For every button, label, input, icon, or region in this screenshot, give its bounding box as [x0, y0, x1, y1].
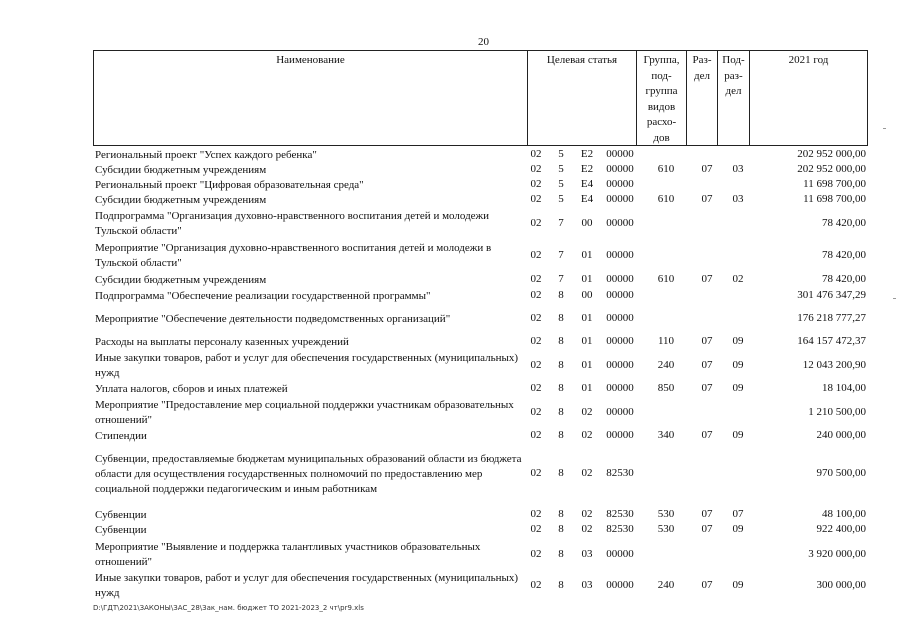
row-cell-p4: 00000	[606, 289, 634, 301]
row-cell-p3: 00	[581, 289, 593, 301]
row-cell-amt: 12 043 200,90	[802, 359, 866, 371]
row-cell-p2: 8	[558, 335, 564, 347]
row-name: Региональный проект "Успех каждого ребенка"	[95, 149, 317, 161]
row-cell-p1: 02	[530, 335, 542, 347]
row-cell-p4: 00000	[606, 335, 634, 347]
row-cell-p4: 00000	[606, 382, 634, 394]
row-cell-gr: 240	[657, 579, 675, 591]
row-cell-p4: 00000	[606, 579, 634, 591]
row-cell-p3: E2	[580, 148, 594, 160]
row-cell-p2: 8	[558, 289, 564, 301]
header-name: Наименование	[94, 51, 528, 145]
row-cell-p3: 02	[581, 406, 593, 418]
header-section-line: Раз-	[692, 54, 712, 66]
row-cell-gr: 610	[657, 193, 675, 205]
header-group-line: под-	[651, 69, 672, 82]
row-cell-p2: 8	[558, 579, 564, 591]
row-cell-p1: 02	[530, 359, 542, 371]
row-cell-pr: 07	[732, 508, 744, 520]
header-year: 2021 год	[788, 54, 829, 66]
row-cell-p1: 02	[530, 579, 542, 591]
row-cell-gr: 530	[657, 523, 675, 535]
row-cell-p3: 02	[581, 508, 593, 520]
row-cell-p4: 82530	[606, 467, 634, 479]
row-cell-p1: 02	[530, 429, 542, 441]
row-cell-p2: 8	[558, 467, 564, 479]
row-cell-gr: 610	[657, 273, 675, 285]
row-cell-amt: 970 500,00	[816, 467, 866, 479]
row-cell-p2: 7	[558, 249, 564, 261]
row-cell-p4: 00000	[606, 163, 634, 175]
file-path-footer: D:\ГДТ\2021\ЗАКОНЫ\ЗАС_28\Зак_нам. бюджет ТО 2021-2023_2 чт\pr9.xls	[93, 604, 364, 612]
row-cell-amt: 78 420,00	[822, 217, 866, 229]
row-cell-p2: 8	[558, 382, 564, 394]
row-cell-amt: 11 698 700,00	[803, 193, 866, 205]
row-cell-p2: 8	[558, 429, 564, 441]
row-cell-p2: 8	[558, 548, 564, 560]
row-cell-gr: 340	[657, 429, 675, 441]
row-cell-amt: 301 476 347,29	[797, 289, 866, 301]
row-cell-p4: 00000	[606, 406, 634, 418]
row-cell-p1: 02	[530, 217, 542, 229]
header-group-line: группа	[645, 85, 678, 97]
row-cell-p4: 00000	[606, 312, 634, 324]
row-cell-rz: 07	[701, 273, 713, 285]
row-cell-amt: 48 100,00	[822, 508, 866, 520]
row-cell-amt: 1 210 500,00	[808, 406, 866, 418]
row-cell-p1: 02	[530, 382, 542, 394]
row-cell-amt: 18 104,00	[822, 382, 866, 394]
row-cell-p3: 03	[581, 579, 593, 591]
row-cell-p1: 02	[530, 273, 542, 285]
header-group-line: видов	[647, 100, 676, 113]
row-cell-p4: 00000	[606, 273, 634, 285]
row-cell-pr: 09	[732, 579, 744, 591]
row-name: Региональный проект "Цифровая образовательная среда"	[95, 179, 364, 191]
page-number: 20	[478, 36, 489, 48]
row-cell-p1: 02	[530, 406, 542, 418]
scan-mark	[893, 298, 896, 299]
row-cell-rz: 07	[701, 508, 713, 520]
row-cell-p2: 8	[558, 359, 564, 371]
row-name: Иные закупки товаров, работ и услуг для обеспечения государственных (муниципальных) нужд	[95, 352, 519, 379]
row-cell-amt: 3 920 000,00	[808, 548, 866, 560]
row-cell-pr: 09	[732, 382, 744, 394]
row-cell-amt: 164 157 472,37	[797, 335, 866, 347]
row-cell-gr: 850	[657, 382, 675, 394]
row-cell-rz: 07	[701, 163, 713, 175]
row-cell-rz: 07	[701, 359, 713, 371]
row-cell-rz: 07	[701, 523, 713, 535]
row-name: Мероприятие "Предоставление мер социальной поддержки участникам образовательных отношений"	[95, 399, 514, 426]
row-cell-p2: 5	[558, 163, 564, 175]
header-group-line: Группа,	[643, 54, 680, 66]
row-cell-p4: 00000	[606, 429, 634, 441]
row-name: Субсидии бюджетным учреждениям	[95, 194, 267, 206]
row-cell-p1: 02	[530, 193, 542, 205]
row-cell-p3: E4	[580, 178, 594, 190]
row-cell-rz: 07	[701, 382, 713, 394]
row-cell-amt: 78 420,00	[822, 273, 866, 285]
row-cell-p3: 01	[581, 249, 593, 261]
row-name: Расходы на выплаты персоналу казенных учреждений	[95, 336, 349, 348]
table-header	[93, 50, 868, 146]
row-cell-p2: 5	[558, 193, 564, 205]
row-name: Мероприятие "Организация духовно-нравственного воспитания детей и молодежи в Тульской области"	[95, 242, 492, 269]
row-name: Подпрограмма "Обеспечение реализации государственной программы"	[95, 290, 431, 302]
row-cell-p1: 02	[530, 548, 542, 560]
row-cell-amt: 202 952 000,00	[797, 148, 866, 160]
row-name: Уплата налогов, сборов и иных платежей	[95, 383, 288, 395]
row-cell-pr: 09	[732, 429, 744, 441]
header-target-article: Целевая статья	[528, 51, 637, 145]
header-group-line: расхо-	[646, 116, 677, 128]
header-group-line: дов	[653, 131, 670, 144]
row-cell-p2: 8	[558, 508, 564, 520]
row-cell-rz: 07	[701, 335, 713, 347]
row-cell-amt: 202 952 000,00	[797, 163, 866, 175]
row-cell-p4: 00000	[606, 548, 634, 560]
row-cell-gr: 610	[657, 163, 675, 175]
row-cell-p2: 5	[558, 148, 564, 160]
row-cell-p1: 02	[530, 163, 542, 175]
row-cell-p3: 03	[581, 548, 593, 560]
row-cell-p3: E2	[580, 163, 594, 175]
row-name: Иные закупки товаров, работ и услуг для обеспечения государственных (муниципальных) нужд	[95, 572, 519, 599]
row-cell-p2: 8	[558, 312, 564, 324]
row-name: Стипендии	[95, 430, 147, 442]
row-name: Мероприятие "Обеспечение деятельности подведомственных организаций"	[95, 313, 451, 325]
header-subsection-line: Под-	[722, 54, 745, 66]
row-cell-pr: 09	[732, 359, 744, 371]
row-cell-amt: 300 000,00	[816, 579, 866, 591]
row-cell-amt: 922 400,00	[816, 523, 866, 535]
row-cell-p3: 01	[581, 335, 593, 347]
row-cell-rz: 07	[701, 429, 713, 441]
row-cell-p4: 00000	[606, 148, 634, 160]
row-name: Субсидии бюджетным учреждениям	[95, 274, 267, 286]
row-cell-p4: 00000	[606, 249, 634, 261]
header-section	[687, 51, 718, 145]
row-cell-p2: 7	[558, 273, 564, 285]
row-cell-p4: 00000	[606, 193, 634, 205]
row-cell-p2: 8	[558, 406, 564, 418]
row-cell-gr: 530	[657, 508, 675, 520]
header-subsection-line: дел	[725, 85, 742, 97]
row-name: Мероприятие "Выявление и поддержка талантливых участников образовательных отношений"	[95, 541, 481, 568]
header-expense-group	[637, 51, 687, 145]
row-cell-p4: 00000	[606, 217, 634, 229]
row-cell-p1: 02	[530, 249, 542, 261]
scan-mark	[883, 128, 886, 129]
row-cell-p3: 01	[581, 312, 593, 324]
header-subsection-line: раз-	[724, 69, 743, 82]
row-cell-p4: 82530	[606, 508, 634, 520]
row-cell-amt: 11 698 700,00	[803, 178, 866, 190]
row-cell-amt: 176 218 777,27	[797, 312, 866, 324]
row-cell-p2: 8	[558, 523, 564, 535]
row-name: Субвенции	[95, 509, 147, 521]
row-cell-amt: 240 000,00	[816, 429, 866, 441]
row-cell-pr: 02	[732, 273, 744, 285]
row-cell-p2: 7	[558, 217, 564, 229]
row-cell-p3: 02	[581, 429, 593, 441]
row-cell-p4: 82530	[606, 523, 634, 535]
row-cell-rz: 07	[701, 193, 713, 205]
row-cell-p1: 02	[530, 467, 542, 479]
row-cell-p1: 02	[530, 178, 542, 190]
row-cell-p4: 00000	[606, 359, 634, 371]
row-cell-p1: 02	[530, 289, 542, 301]
row-cell-p3: 01	[581, 359, 593, 371]
row-cell-rz: 07	[701, 579, 713, 591]
row-cell-p1: 02	[530, 148, 542, 160]
row-name: Субсидии бюджетным учреждениям	[95, 164, 267, 176]
row-cell-gr: 110	[657, 335, 675, 347]
row-name: Субвенции, предоставляемые бюджетам муниципальных образований области из бюджета области для осуществления государственных полномочий по предоставлению мер социальной поддержки педагогическим и иным работникам	[95, 453, 522, 495]
header-section-line: дел	[694, 69, 710, 82]
row-cell-p2: 5	[558, 178, 564, 190]
row-cell-p3: 01	[581, 382, 593, 394]
row-cell-amt: 78 420,00	[822, 249, 866, 261]
row-cell-p3: E4	[580, 193, 594, 205]
row-cell-pr: 03	[732, 193, 744, 205]
row-cell-p3: 02	[581, 523, 593, 535]
row-cell-gr: 240	[657, 359, 675, 371]
row-cell-p1: 02	[530, 523, 542, 535]
row-cell-p4: 00000	[606, 178, 634, 190]
row-cell-p3: 01	[581, 273, 593, 285]
row-cell-pr: 09	[732, 335, 744, 347]
row-cell-p1: 02	[530, 508, 542, 520]
row-name: Субвенции	[95, 524, 147, 536]
row-cell-p1: 02	[530, 312, 542, 324]
row-name: Подпрограмма "Организация духовно-нравственного воспитания детей и молодежи Тульской области"	[95, 210, 490, 237]
header-subsection	[718, 51, 750, 145]
row-cell-pr: 09	[732, 523, 744, 535]
row-cell-p3: 00	[581, 217, 593, 229]
row-cell-pr: 03	[732, 163, 744, 175]
row-cell-p3: 02	[581, 467, 593, 479]
